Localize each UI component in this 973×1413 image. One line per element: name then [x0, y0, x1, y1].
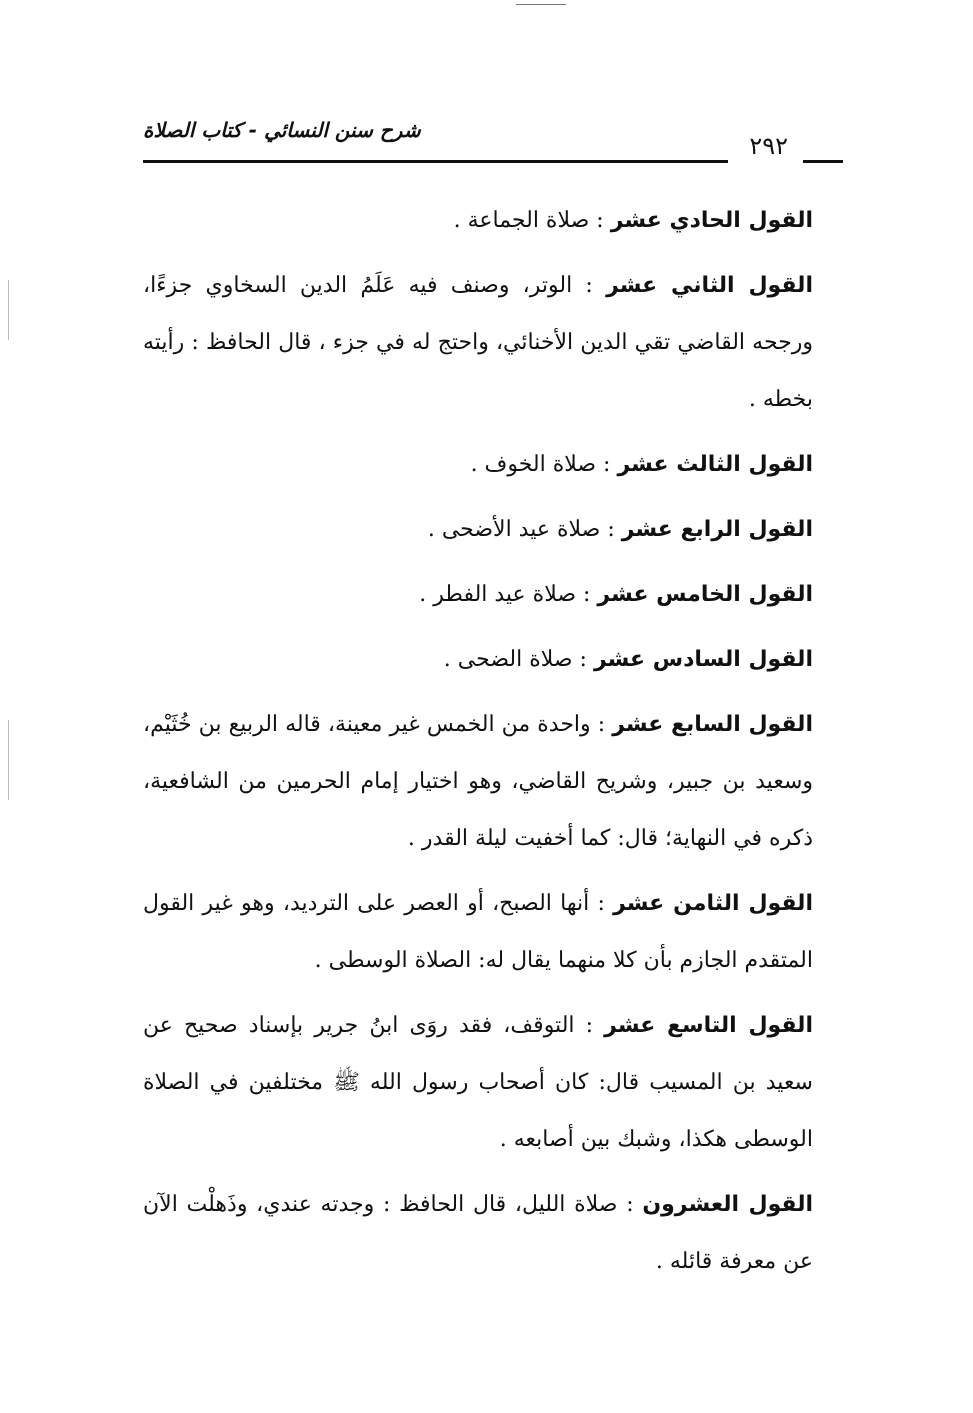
header-rule-short — [803, 160, 843, 163]
paragraph-text: : صلاة الليل، قال الحافظ : وجدته عندي، وذَهلْت الآن عن معرفة قائله . — [143, 1192, 813, 1274]
paragraph-lead: القول الحادي عشر — [610, 208, 813, 233]
paragraph — [143, 566, 843, 623]
paragraph — [143, 436, 843, 493]
paragraph-lead: القول الثاني عشر — [606, 273, 813, 298]
paragraph-lead: القول العشرون — [642, 1192, 814, 1217]
paragraph-text: : صلاة الضحى . — [443, 647, 587, 672]
paragraph-text: : واحدة من الخمس غير معينة، قاله الربيع بن خُثَيْم، وسعيد بن جبير، وشريح القاضي، وهو اختيار إمام الحرمين من الشافعية، ذكره في النهاية؛ قال: كما أخفيت ليلة القدر . — [143, 712, 813, 851]
paragraph-text: : صلاة الخوف . — [470, 452, 611, 477]
paragraph-lead: القول السابع عشر — [612, 712, 813, 737]
paragraph-text: : الوتر، وصنف فيه عَلَمُ الدين السخاوي جزءًا، ورجحه القاضي تقي الدين الأخنائي، واحتج له في جزء ، قال الحافظ : رأيته بخطه . — [143, 273, 813, 412]
paragraph — [143, 631, 843, 688]
paragraph-text: : التوقف، فقد روَى ابنُ جرير بإسناد صحيح عن سعيد بن المسيب قال: كان أصحاب رسول الله ﷺ مختلفين في الصلاة الوسطى هكذا، وشبك بين أصابعه . — [143, 1013, 813, 1152]
paragraph — [143, 257, 843, 428]
paragraph-text: : صلاة عيد الفطر . — [419, 582, 591, 607]
page-header — [143, 112, 843, 172]
paragraph-lead: القول السادس عشر — [593, 647, 813, 672]
paragraph-lead: القول الثامن عشر — [613, 891, 813, 916]
paragraph-text: : أنها الصبح، أو العصر على الترديد، وهو غير القول المتقدم الجازم بأن كلا منهما يقال له: الصلاة الوسطى . — [143, 891, 813, 973]
paragraph-text: : صلاة عيد الأضحى . — [427, 517, 615, 542]
scan-edge-mark — [8, 280, 9, 340]
paragraph — [143, 192, 843, 249]
scan-edge-mark — [8, 720, 9, 800]
running-title: شرح سنن النسائي - كتاب الصلاة — [143, 118, 421, 142]
paragraph-text: : صلاة الجماعة . — [453, 208, 604, 233]
paragraph-lead: القول التاسع عشر — [604, 1013, 813, 1038]
paragraph-lead: القول الخامس عشر — [597, 582, 813, 607]
body-text — [143, 192, 843, 1298]
paragraph — [143, 501, 843, 558]
header-rule — [143, 160, 728, 163]
paragraph-lead: القول الثالث عشر — [617, 452, 813, 477]
page-number: ٢٩٢ — [749, 132, 788, 160]
paragraph-lead: القول الرابع عشر — [621, 517, 813, 542]
paragraph — [143, 875, 843, 989]
paragraph — [143, 696, 843, 867]
paragraph — [143, 1176, 843, 1290]
paragraph — [143, 997, 843, 1168]
top-edge-mark — [516, 4, 566, 7]
